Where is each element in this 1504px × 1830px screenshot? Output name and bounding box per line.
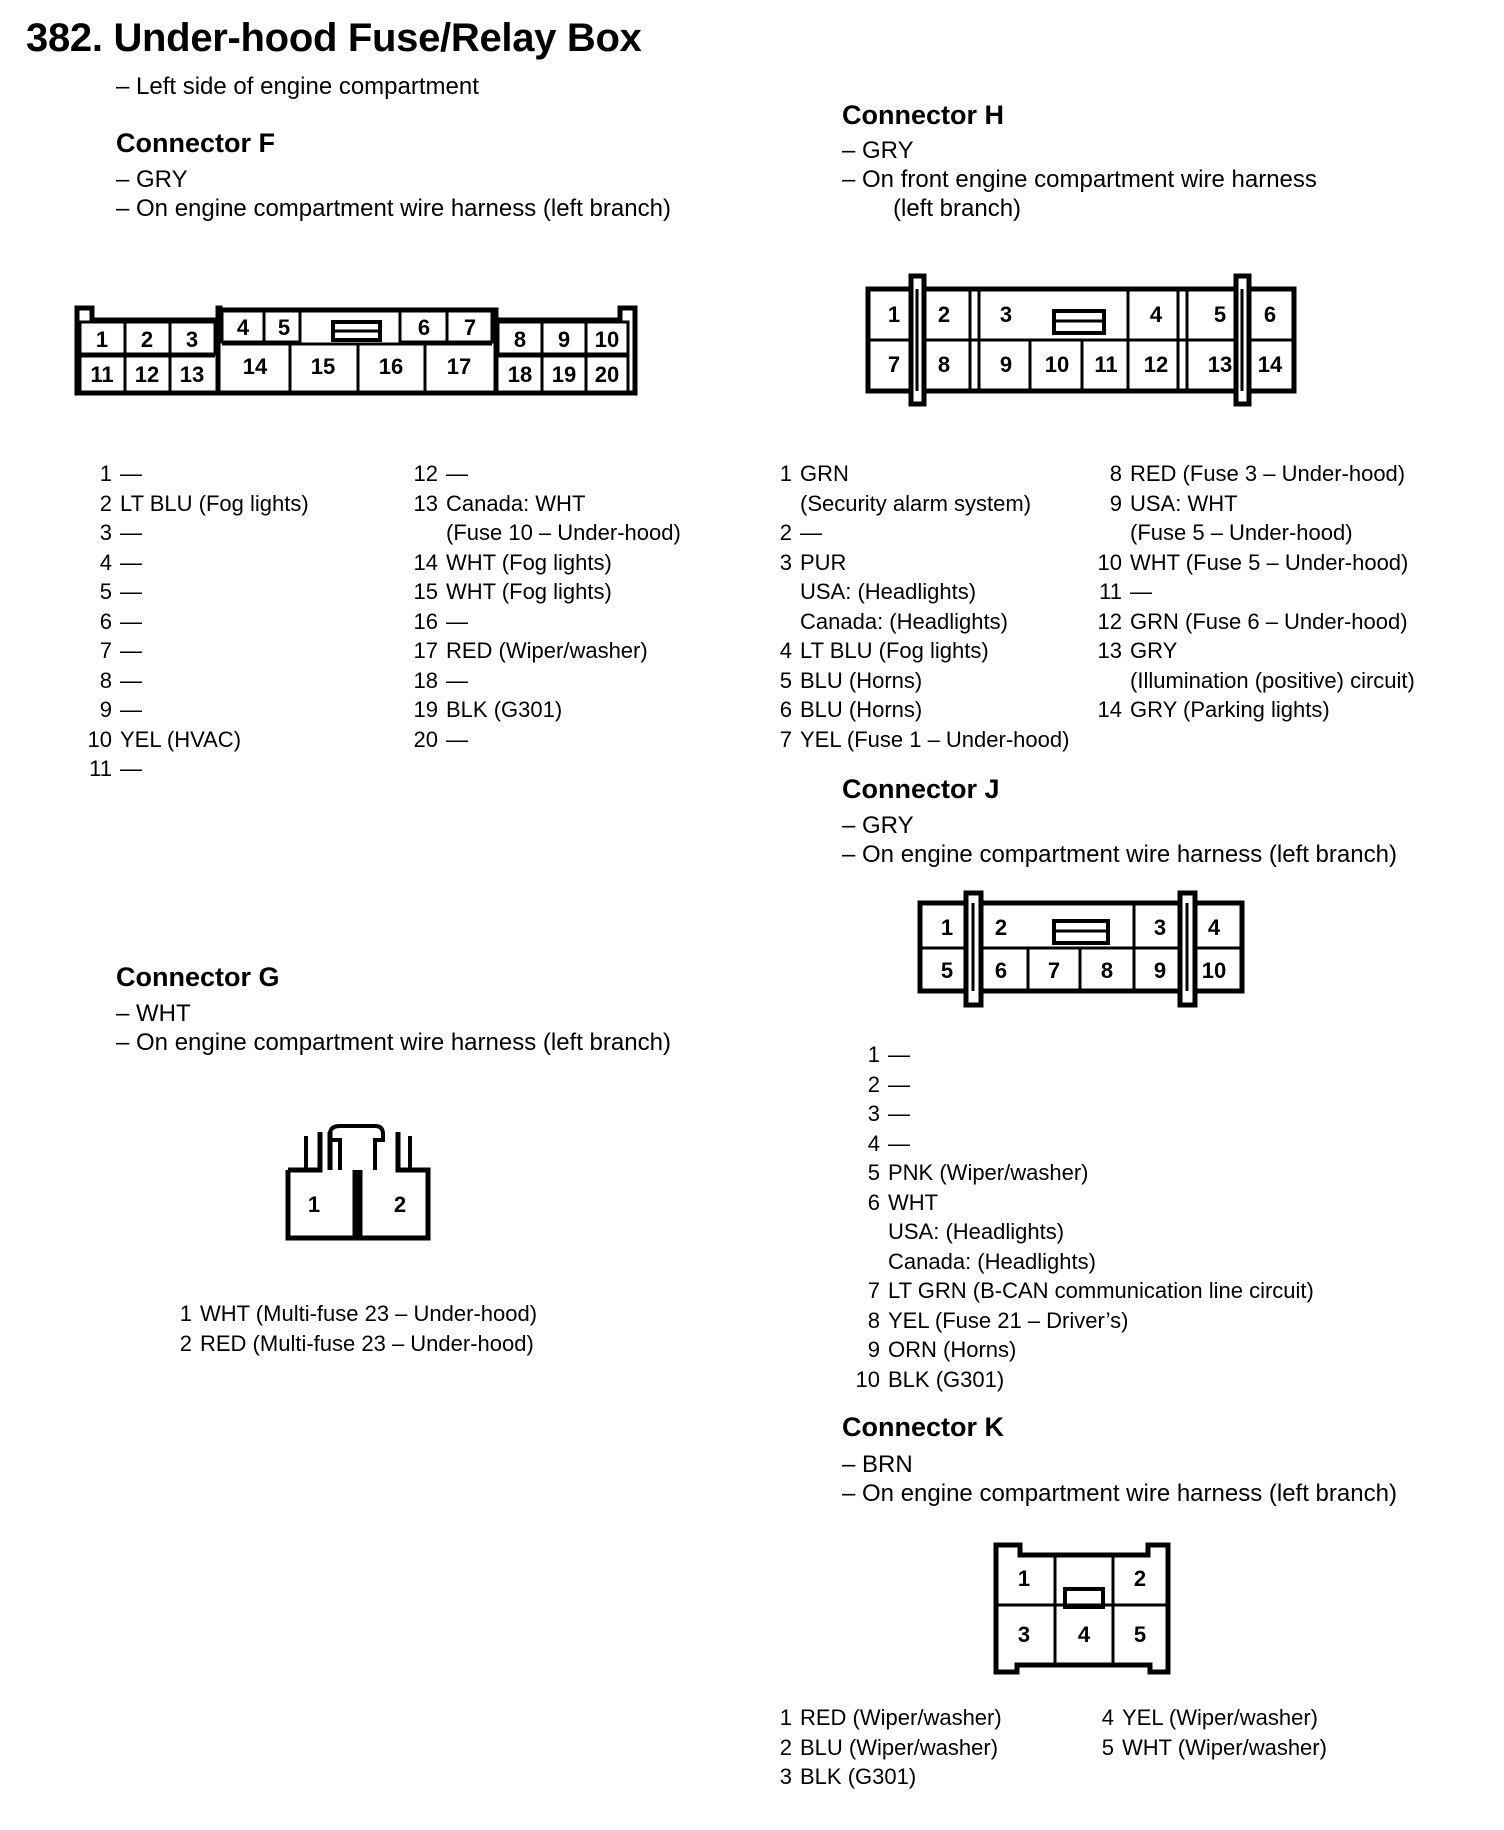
- pin-description: Canada: WHT: [446, 490, 586, 516]
- f-pin-label: 18: [507, 362, 533, 387]
- connector-f-heading: Connector F: [116, 128, 275, 158]
- pin-entry: [70, 607, 309, 637]
- connector-h-heading: Connector H: [842, 100, 1004, 130]
- pin-number: [760, 577, 800, 607]
- pin-number: 4: [99, 549, 112, 575]
- h-pin-label: 12: [1143, 352, 1169, 377]
- f-pin-label: 15: [310, 354, 336, 379]
- pin-number: 7: [779, 726, 792, 752]
- f-pin-label: 13: [179, 362, 205, 387]
- h-pin-label: 9: [999, 352, 1013, 377]
- pin-description: —: [446, 461, 468, 486]
- pin-description: —: [120, 697, 142, 722]
- pin-number: 5: [99, 579, 112, 604]
- pin-number: 10: [855, 1366, 880, 1392]
- k-pin-label: 3: [1017, 1622, 1031, 1647]
- j-pin-label: 6: [994, 958, 1008, 983]
- pin-number: 5: [1101, 1734, 1114, 1760]
- pin-number: [840, 1217, 888, 1247]
- h-pin-label: 11: [1094, 352, 1118, 377]
- g-pin-label: 2: [393, 1192, 407, 1217]
- pin-entry: [760, 636, 1069, 666]
- f-pin-label: 11: [90, 362, 114, 387]
- pin-entry: [840, 1070, 1314, 1100]
- pin-description: BLU (Wiper/washer): [800, 1734, 999, 1760]
- pin-number: 2: [779, 1734, 792, 1760]
- pin-entry: [840, 1365, 1314, 1395]
- pin-entry: [840, 1040, 1314, 1070]
- pin-number: 12: [1097, 608, 1122, 634]
- pin-number: 4: [1101, 1705, 1114, 1730]
- pin-description: WHT (Fog lights): [446, 549, 612, 575]
- pin-description: PUR: [800, 549, 847, 575]
- pin-number: 5: [779, 667, 792, 693]
- pin-number: 20: [413, 726, 438, 752]
- pin-description: —: [446, 667, 468, 693]
- pin-entry: [70, 489, 309, 519]
- pin-entry: [1082, 459, 1415, 489]
- pin-description: —: [120, 638, 142, 663]
- pin-description: USA: WHT: [1130, 490, 1238, 516]
- pin-number: 1: [179, 1301, 192, 1326]
- pin-number: 2: [99, 490, 112, 516]
- pin-number: 12: [413, 461, 438, 486]
- f-pin-label: 16: [378, 354, 404, 379]
- h-pin-label: 4: [1149, 302, 1163, 327]
- f-pin-label: 19: [551, 362, 577, 387]
- f-pin-label: 17: [446, 354, 472, 379]
- pin-entry: [70, 636, 309, 666]
- pin-number: 11: [1099, 579, 1122, 604]
- pin-description: WHT (Wiper/washer): [1122, 1734, 1327, 1760]
- f-pin-label: 10: [594, 327, 620, 352]
- pin-number: 3: [867, 1101, 880, 1126]
- f-pin-label: 7: [463, 315, 477, 340]
- pin-description: (Illumination (positive) circuit): [1130, 667, 1415, 693]
- pin-entry: [760, 607, 1069, 637]
- k-pin-label: 1: [1017, 1566, 1031, 1591]
- pin-entry: [760, 577, 1069, 607]
- pin-entry: [396, 459, 681, 489]
- pin-number: 9: [1109, 490, 1122, 516]
- pin-entry: [760, 695, 1069, 725]
- j-pin-label: 2: [994, 915, 1008, 940]
- pin-number: 8: [867, 1307, 880, 1333]
- pin-number: 10: [1097, 549, 1122, 575]
- pin-number: 2: [179, 1330, 192, 1356]
- pin-entry: [1082, 607, 1415, 637]
- pin-description: —: [446, 608, 468, 634]
- pin-number: 5: [867, 1160, 880, 1185]
- pin-number: 3: [779, 549, 792, 575]
- f-pin-label: 8: [513, 327, 527, 352]
- pin-description: —: [800, 520, 822, 545]
- f-pin-label: 4: [236, 315, 250, 340]
- connector-k-color: – BRN: [842, 1451, 913, 1478]
- pin-number: 13: [413, 490, 438, 516]
- pin-entry: [70, 754, 309, 784]
- pin-entry: [760, 459, 1069, 489]
- j-pin-label: 4: [1207, 915, 1221, 940]
- pin-number: 1: [867, 1042, 880, 1067]
- pin-entry: [396, 695, 681, 725]
- pin-description: YEL (HVAC): [120, 726, 242, 752]
- pin-description: LT BLU (Fog lights): [120, 490, 309, 516]
- connector-k-heading: Connector K: [842, 1412, 1004, 1442]
- pin-description: BLK (G301): [888, 1366, 1005, 1392]
- connector-h-location: – On front engine compartment wire harness: [842, 166, 1317, 193]
- pin-entry: [1082, 695, 1415, 725]
- pin-number: 2: [867, 1071, 880, 1097]
- h-pin-label: 2: [937, 302, 951, 327]
- pin-entry: [760, 1703, 1002, 1733]
- connector-h-color: – GRY: [842, 137, 914, 164]
- pin-number: 14: [413, 549, 438, 575]
- pin-entry: [396, 518, 681, 548]
- pin-description: WHT (Multi-fuse 23 – Under-hood): [200, 1301, 538, 1326]
- pin-entry: [396, 607, 681, 637]
- pin-entry: [70, 666, 309, 696]
- connector-k-pin-list-right: [1082, 1703, 1327, 1762]
- pin-description: USA: (Headlights): [800, 579, 977, 604]
- pin-description: YEL (Wiper/washer): [1122, 1705, 1319, 1730]
- j-pin-label: 3: [1153, 915, 1167, 940]
- pin-entry: [1082, 548, 1415, 578]
- pin-description: ORN (Horns): [888, 1337, 1017, 1362]
- pin-description: (Fuse 10 – Under-hood): [446, 520, 681, 545]
- connector-g-heading: Connector G: [116, 962, 280, 992]
- pin-entry: [396, 725, 681, 755]
- f-pin-label: 6: [417, 315, 431, 340]
- f-pin-label: 14: [242, 354, 268, 379]
- pin-description: —: [120, 667, 142, 693]
- pin-description: BLK (G301): [800, 1764, 917, 1789]
- pin-number: 6: [779, 697, 792, 722]
- connector-j-heading: Connector J: [842, 774, 1000, 804]
- pin-description: —: [888, 1042, 910, 1067]
- connector-k-location: – On engine compartment wire harness (left branch): [842, 1480, 1397, 1507]
- pin-entry: [1082, 577, 1415, 607]
- pin-description: —: [446, 726, 468, 752]
- pin-entry: [1082, 489, 1415, 519]
- pin-entry: [396, 577, 681, 607]
- connector-h-pin-list-right: [1082, 459, 1415, 725]
- pin-entry: [70, 459, 309, 489]
- pin-number: 7: [867, 1278, 880, 1303]
- connector-j-color: – GRY: [842, 812, 914, 839]
- connector-f-pin-list-left: [70, 459, 309, 784]
- pin-entry: [840, 1217, 1314, 1247]
- h-pin-label: 6: [1263, 302, 1277, 327]
- pin-description: BLK (G301): [446, 697, 563, 722]
- pin-description: RED (Fuse 3 – Under-hood): [1130, 461, 1406, 486]
- pin-entry: [70, 725, 309, 755]
- pin-entry: [760, 548, 1069, 578]
- pin-description: —: [1130, 579, 1152, 604]
- h-pin-label: 1: [887, 302, 901, 327]
- pin-entry: [840, 1276, 1314, 1306]
- pin-entry: [840, 1129, 1314, 1159]
- pin-number: [1082, 666, 1130, 696]
- pin-entry: [1082, 1703, 1327, 1733]
- pin-number: 10: [87, 726, 112, 752]
- pin-description: GRN: [800, 461, 849, 486]
- pin-entry: [760, 666, 1069, 696]
- pin-description: GRN (Fuse 6 – Under-hood): [1130, 608, 1408, 634]
- pin-number: [396, 518, 446, 548]
- pin-description: —: [888, 1101, 910, 1126]
- pin-description: YEL (Fuse 21 – Driver’s): [888, 1307, 1129, 1333]
- pin-number: 6: [99, 608, 112, 634]
- connector-f-color: – GRY: [116, 166, 188, 193]
- f-pin-label: 3: [185, 327, 199, 352]
- pin-number: 8: [1109, 461, 1122, 486]
- pin-number: 19: [413, 697, 438, 722]
- j-pin-label: 9: [1153, 958, 1167, 983]
- pin-description: GRY: [1130, 638, 1178, 663]
- pin-description: LT BLU (Fog lights): [800, 638, 989, 663]
- pin-description: USA: (Headlights): [888, 1219, 1065, 1244]
- h-pin-label: 5: [1213, 302, 1227, 327]
- pin-description: WHT (Fog lights): [446, 579, 612, 604]
- g-pin-label: 1: [307, 1192, 321, 1217]
- pin-description: RED (Wiper/washer): [446, 638, 648, 663]
- connector-k-pin-list-left: [760, 1703, 1002, 1792]
- f-pin-label: 2: [140, 327, 154, 352]
- pin-number: 13: [1097, 638, 1122, 663]
- j-pin-label: 1: [940, 915, 954, 940]
- pin-entry: [396, 636, 681, 666]
- k-pin-label: 2: [1133, 1566, 1147, 1591]
- connector-g-shell: [288, 1132, 428, 1238]
- pin-entry: [396, 489, 681, 519]
- pin-entry: [1082, 636, 1415, 666]
- connector-j-location: – On engine compartment wire harness (left branch): [842, 841, 1397, 868]
- pin-entry: [70, 518, 309, 548]
- pin-number: 4: [779, 638, 792, 663]
- pin-number: 15: [413, 579, 438, 604]
- h-pin-label: 14: [1257, 352, 1283, 377]
- connector-h-pin-list-left: [760, 459, 1069, 754]
- pin-entry: [760, 1762, 1002, 1792]
- pin-entry: [1082, 666, 1415, 696]
- j-pin-label: 8: [1100, 958, 1114, 983]
- pin-description: PNK (Wiper/washer): [888, 1160, 1089, 1185]
- connector-f-pin-list-right: [396, 459, 681, 754]
- pin-entry: [70, 548, 309, 578]
- pin-number: [840, 1247, 888, 1277]
- pin-description: (Fuse 5 – Under-hood): [1130, 520, 1353, 545]
- pin-description: LT GRN (B-CAN communication line circuit): [888, 1278, 1314, 1303]
- page-subtitle: – Left side of engine compartment: [116, 73, 479, 100]
- pin-entry: [160, 1299, 537, 1329]
- connector-j-pin-list: [840, 1040, 1314, 1394]
- pin-number: 2: [779, 520, 792, 545]
- pin-description: YEL (Fuse 1 – Under-hood): [800, 726, 1070, 752]
- k-pin-label: 5: [1133, 1622, 1147, 1647]
- f-pin-label: 5: [277, 315, 291, 340]
- pin-number: 1: [779, 461, 792, 486]
- pin-number: 8: [99, 667, 112, 693]
- pin-entry: [1082, 1733, 1327, 1763]
- pin-description: —: [120, 756, 142, 781]
- pin-description: —: [888, 1071, 910, 1097]
- f-pin-label: 12: [134, 362, 160, 387]
- pin-description: Canada: (Headlights): [800, 608, 1008, 634]
- k-pin-label: 4: [1077, 1622, 1091, 1647]
- pin-entry: [760, 1733, 1002, 1763]
- pin-description: —: [120, 608, 142, 634]
- pin-number: 3: [99, 520, 112, 545]
- connector-g-pin-list: [160, 1299, 537, 1358]
- pin-description: —: [888, 1130, 910, 1156]
- pin-entry: [840, 1335, 1314, 1365]
- page-title: 382. Under-hood Fuse/Relay Box: [26, 16, 642, 60]
- pin-number: 9: [867, 1337, 880, 1362]
- pin-description: WHT: [888, 1189, 939, 1215]
- pin-number: 18: [413, 667, 438, 693]
- h-pin-label: 3: [999, 302, 1013, 327]
- f-pin-label: 1: [95, 327, 109, 352]
- pin-description: GRY (Parking lights): [1130, 697, 1330, 722]
- pin-entry: [70, 695, 309, 725]
- pin-number: 9: [99, 697, 112, 722]
- j-pin-label: 10: [1201, 958, 1227, 983]
- pin-number: 14: [1097, 697, 1122, 722]
- pin-number: [1082, 518, 1130, 548]
- pin-entry: [396, 666, 681, 696]
- pin-description: —: [120, 549, 142, 575]
- j-pin-label: 5: [940, 958, 954, 983]
- pin-entry: [70, 577, 309, 607]
- pin-number: 16: [413, 608, 438, 634]
- pin-description: Canada: (Headlights): [888, 1248, 1096, 1274]
- pin-entry: [160, 1329, 537, 1359]
- j-pin-label: 7: [1047, 958, 1061, 983]
- h-pin-label: 10: [1044, 352, 1070, 377]
- pin-description: RED (Multi-fuse 23 – Under-hood): [200, 1330, 534, 1356]
- pin-entry: [840, 1188, 1314, 1218]
- pin-entry: [1082, 518, 1415, 548]
- connector-h-location-cont: (left branch): [893, 195, 1022, 222]
- pin-entry: [840, 1099, 1314, 1129]
- f-pin-label: 9: [557, 327, 571, 352]
- f-pin-label: 20: [594, 362, 620, 387]
- h-pin-label: 8: [937, 352, 951, 377]
- pin-description: BLU (Horns): [800, 697, 923, 722]
- pin-number: [760, 607, 800, 637]
- pin-description: (Security alarm system): [800, 490, 1032, 516]
- pin-number: 3: [779, 1764, 792, 1789]
- pin-description: WHT (Fuse 5 – Under-hood): [1130, 549, 1409, 575]
- pin-description: —: [120, 520, 142, 545]
- pin-entry: [840, 1158, 1314, 1188]
- h-pin-label: 7: [887, 352, 901, 377]
- pin-number: 6: [867, 1189, 880, 1215]
- pin-description: RED (Wiper/washer): [800, 1705, 1002, 1730]
- pin-description: —: [120, 461, 142, 486]
- pin-number: 7: [99, 638, 112, 663]
- pin-number: 17: [413, 638, 438, 663]
- pin-entry: [396, 548, 681, 578]
- pin-number: 11: [89, 756, 112, 781]
- pin-entry: [760, 489, 1069, 519]
- pin-entry: [840, 1247, 1314, 1277]
- connector-g-color: – WHT: [116, 1000, 191, 1027]
- pin-number: 4: [867, 1130, 880, 1156]
- pin-entry: [760, 518, 1069, 548]
- pin-entry: [760, 725, 1069, 755]
- h-pin-label: 13: [1207, 352, 1233, 377]
- pin-number: [760, 489, 800, 519]
- pin-description: BLU (Horns): [800, 667, 923, 693]
- connector-f-location: – On engine compartment wire harness (left branch): [116, 195, 671, 222]
- pin-description: —: [120, 579, 142, 604]
- pin-number: 1: [779, 1705, 792, 1730]
- connector-g-location: – On engine compartment wire harness (left branch): [116, 1029, 671, 1056]
- pin-number: 1: [99, 461, 112, 486]
- pin-entry: [840, 1306, 1314, 1336]
